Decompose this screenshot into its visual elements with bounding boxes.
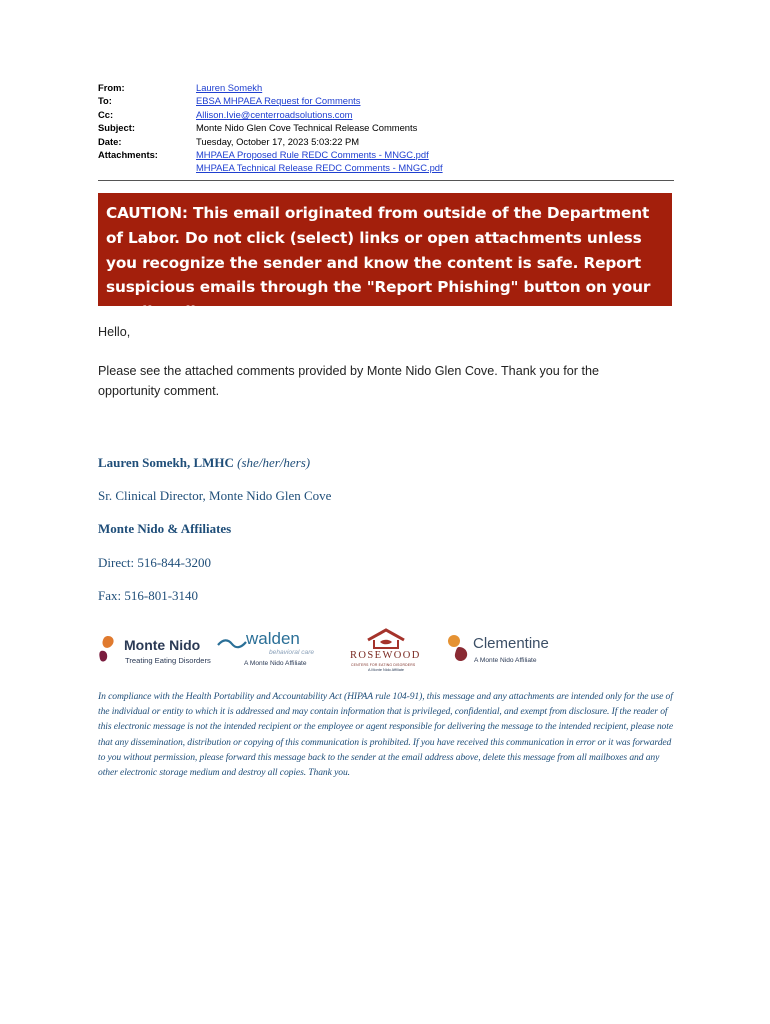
signature-name-line [98,455,310,471]
rosewood-logo [348,628,430,674]
attachment-link[interactable]: MHPAEA Proposed Rule REDC Comments - MNGC.pdf [196,149,429,161]
signature-org: Monte Nido & Affiliates [98,521,232,536]
subject-value: Monte Nido Glen Cove Technical Release Comments [196,122,418,134]
date-value: Tuesday, October 17, 2023 5:03:22 PM [196,135,360,147]
hipaa-disclaimer: In compliance with the Health Portability and Accountability Act (HIPAA rule 104-91), this message and any attachments are intended only for the use of the individual or entity to which it is addressed and may contain information that is privileged, confidential, and exempt from disclosure. If the reader of this electronic message is not the intended recipient or the employee or agent responsible for delivering the message to the intended recipient, please note that any dissemination, distribution or copying of this communication is prohibited. If you have received this communication in error or it was forwarded to you without permission, please forward this message back to the sender at the email address above, delete this message from all mailboxes and any other electronic storage medium and destroy all copies. Thank you. [98,691,673,779]
walden-tagline: A Monte Nido Affiliate [244,660,307,667]
walden-sub: behavioral care [269,649,315,656]
walden-name: walden [246,629,300,648]
clementine-name: Clementine [473,635,549,652]
caution-banner [98,193,672,322]
caution-text: CAUTION: This email originated from outside of the Department of Labor. Do not click (select) links or open attachments unless you recognize the sender and know the content is safe. Report suspicious emails through the "Report Phishing" button on your email toolbar. [106,204,651,322]
clementine-tagline: A Monte Nido Affiliate [474,657,537,664]
signature-pronouns: (she/her/hers) [237,455,311,470]
signature-name: Lauren Somekh, LMHC [98,455,234,470]
rosewood-house-icon [364,628,408,650]
date-row [98,135,678,148]
monte-nido-mark-icon [98,634,124,664]
rosewood-name: ROSEWOOD [350,650,421,661]
from-label: From: [98,82,125,93]
from-row [98,81,678,94]
monte-nido-tagline: Treating Eating Disorders [125,656,211,665]
subject-label: Subject: [98,122,135,134]
header-divider [98,180,674,181]
to-label: To: [98,95,112,107]
attachments-label: Attachments: [98,149,158,161]
clementine-logo [446,628,556,674]
rosewood-sub: CENTERS FOR EATING DISORDERS [351,663,416,667]
to-row [98,94,678,107]
monte-nido-logo [98,628,216,674]
monte-nido-name: Monte Nido [124,637,201,653]
walden-wave-icon [217,635,247,651]
attachment-link[interactable]: MHPAEA Technical Release REDC Comments - MNGC.pdf [196,162,443,174]
attachments-list [196,148,443,175]
walden-logo [217,628,337,674]
email-header [98,81,678,175]
cc-row [98,108,678,121]
clementine-mark-icon [446,632,472,664]
attachments-row [98,148,678,175]
cc-label: Cc: [98,108,114,120]
from-value[interactable]: Lauren Somekh [196,82,263,93]
signature-fax: Fax: 516-801-3140 [98,588,199,603]
signature-direct-phone: Direct: 516-844-3200 [98,555,212,570]
subject-row [98,121,678,134]
cc-value[interactable]: Allison.Ivie@centerroadsolutions.com [196,108,353,120]
greeting: Hello, [98,325,131,339]
to-value[interactable]: EBSA MHPAEA Request for Comments [196,95,361,107]
rosewood-tagline: A Monte Nido Affiliate [368,668,405,672]
date-label: Date: [98,135,122,147]
message-body: Please see the attached comments provided by Monte Nido Glen Cove. Thank you for the opportunity comment. [98,364,600,398]
signature-title: Sr. Clinical Director, Monte Nido Glen Cove [98,488,332,503]
